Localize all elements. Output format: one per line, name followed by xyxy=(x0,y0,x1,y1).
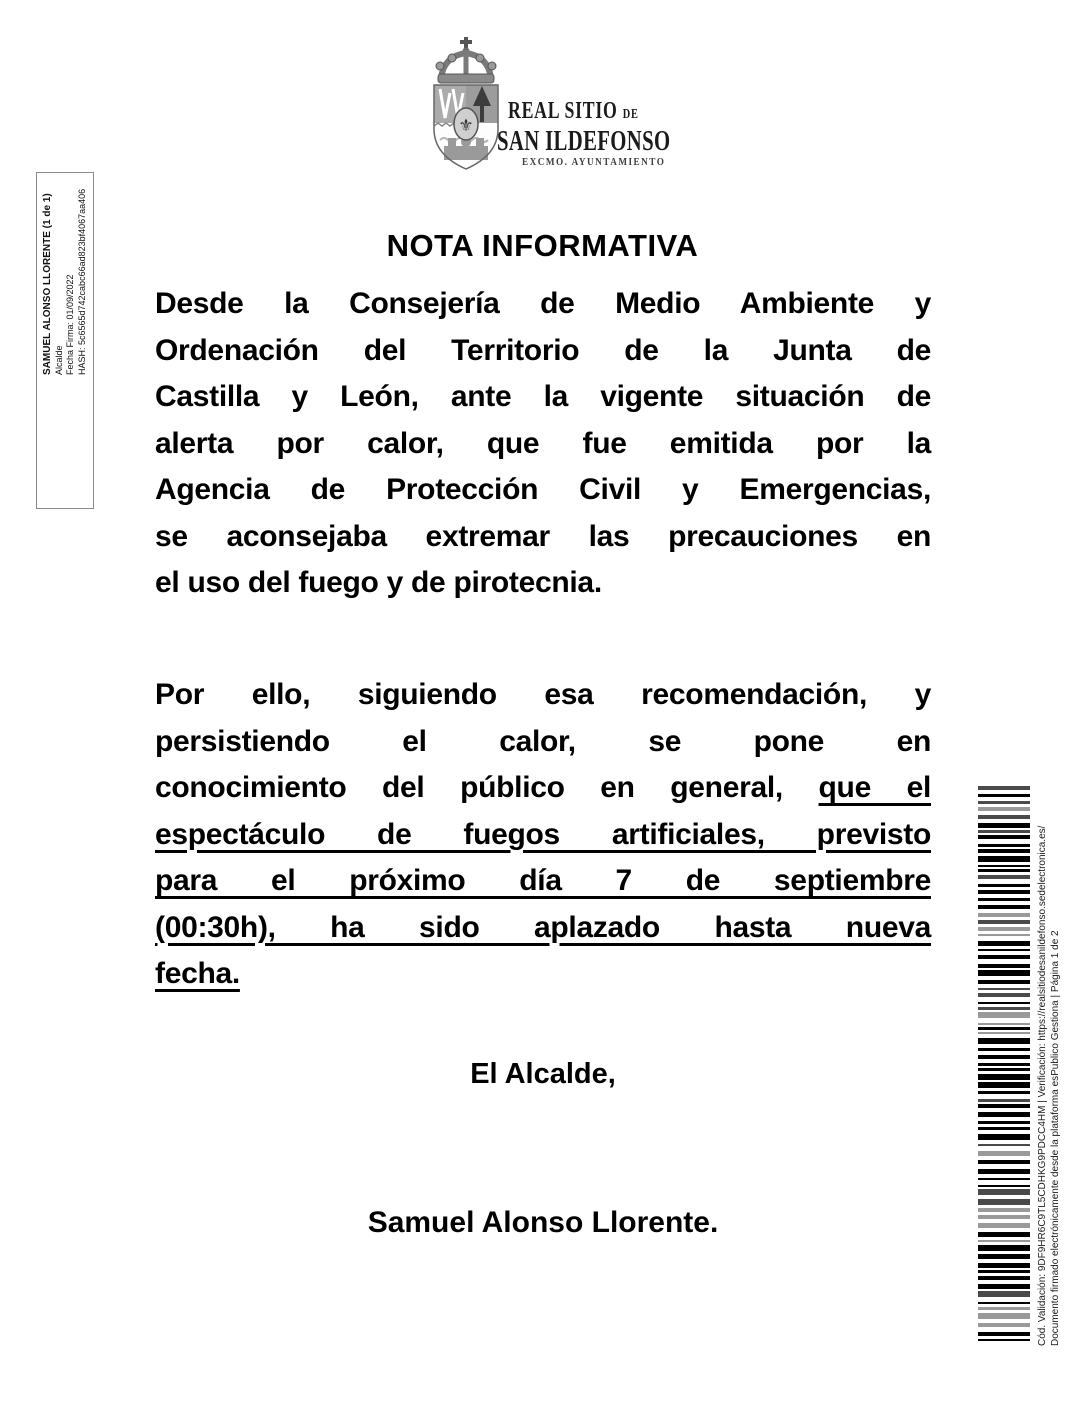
wordmark-line-2: SAN ILDEFONSO xyxy=(497,126,671,157)
wordmark-line-1: REAL SITIO DE xyxy=(508,98,639,124)
document-title: NOTA INFORMATIVA xyxy=(386,228,699,263)
validation-text-strip xyxy=(1036,786,1064,1346)
validation-barcode xyxy=(978,786,1030,1346)
signer-name: Samuel Alonso Llorente. xyxy=(367,1206,719,1239)
municipality-wordmark xyxy=(497,98,728,168)
body-paragraph-2: Por ello, siguiendo esa recomendación, y persistiendo el calor, se pone en conocimiento del público en general, que el espectáculo de fuegos artificiales, previsto para el próximo día 7 de septiembre (00:30h), ha sido aplazado hasta nueva fecha. xyxy=(155,678,931,990)
signature-stamp-box xyxy=(36,172,94,509)
signature-stamp-text: SAMUEL ALONSO LLORENTE (1 de 1) Alcalde Fecha Firma: 01/09/2022 HASH: 5c6565d742cabc66ad823bf4067aa406 xyxy=(42,188,87,375)
svg-text:⚜: ⚜ xyxy=(458,116,474,135)
closing-line: El Alcalde, xyxy=(470,1058,616,1090)
body-paragraph-1: Desde la Consejería de Medio Ambiente y Ordenación del Territorio de la Junta de Castilla y León, ante la vigente situación de alerta por calor, que fue emitida por la Agencia de Protección Civil y Emergencias, se aconsejaba extremar las precauciones en el uso del fuego y de pirotecnia. xyxy=(155,287,931,599)
validation-text: Cód. Validación: 9DF9HR6C9TL5CDHKG9PDCC4HM | Verificación: https://realsitiodesanildefonso.sedelectronica.es/ Documento firmado electrónicamente desde la plataforma esPublico Gestiona | Página 1 de 2 xyxy=(1037,825,1061,1346)
coat-of-arms-icon xyxy=(426,36,506,176)
wordmark-line-3: EXCMO. AYUNTAMIENTO xyxy=(522,157,666,168)
